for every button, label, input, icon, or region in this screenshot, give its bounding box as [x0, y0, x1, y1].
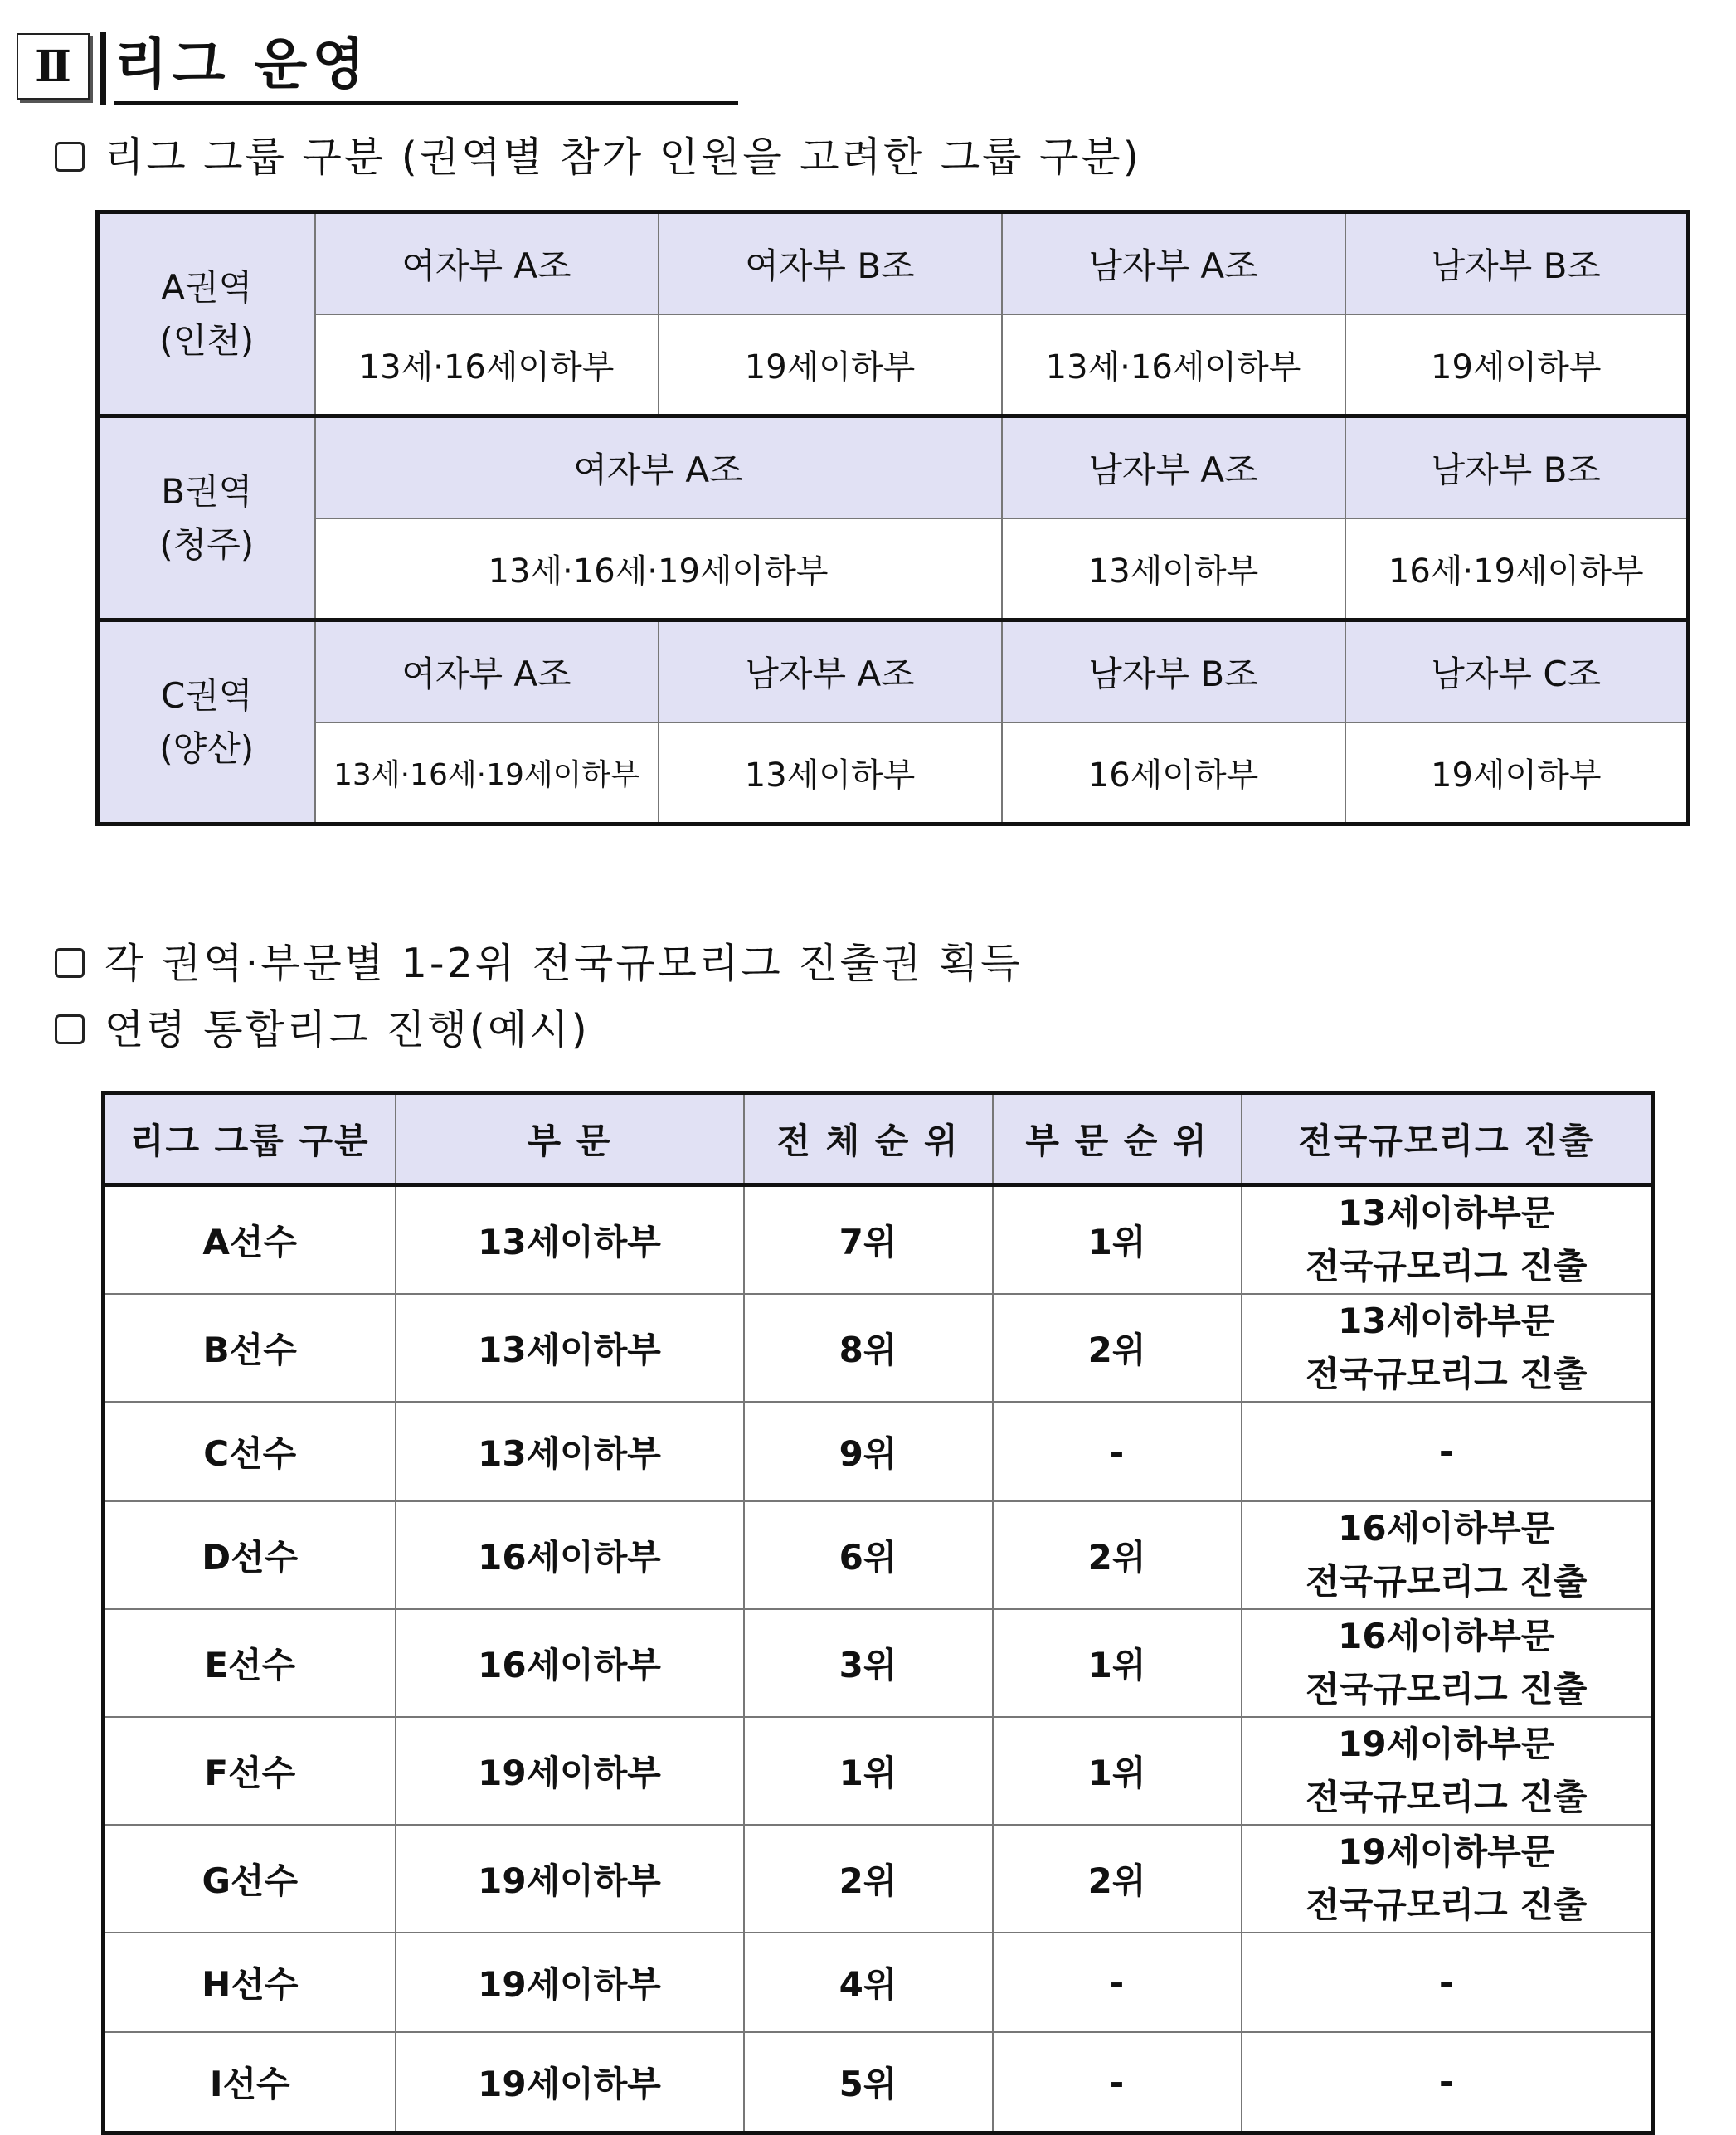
combined-league-example-table: [101, 1091, 1655, 2135]
national-advance-cell: [1242, 1609, 1653, 1717]
bullet-text: 리그 그룹 구분 (권역별 참가 인원을 고려한 그룹 구분): [105, 134, 1141, 181]
section-title: 리그 운영: [114, 32, 371, 96]
advance-line-1: 13세이하부문: [1338, 1301, 1555, 1341]
overall-rank-cell: 1위: [744, 1717, 993, 1825]
square-bullet-icon: [55, 1014, 85, 1044]
advance-line-2: 전국규모리그 진출: [1306, 1885, 1588, 1925]
group-label: 남자부 B조: [1345, 212, 1689, 314]
col-header-overall-rank: 전 체 순 위: [744, 1093, 993, 1185]
national-advance-cell: [1242, 1825, 1653, 1933]
table-row: [104, 1294, 1653, 1402]
group-age: 13세이하부: [1002, 518, 1345, 620]
table-row: [104, 1185, 1653, 1295]
group-age: 13세·16세·19세이하부: [315, 518, 1002, 620]
division-rank-cell: 1위: [993, 1185, 1242, 1295]
division-rank-cell: 2위: [993, 1501, 1242, 1609]
square-bullet-icon: [55, 948, 85, 978]
national-advance-cell: [1242, 1402, 1653, 1501]
national-advance-cell: [1242, 1501, 1653, 1609]
player-cell: I선수: [104, 2032, 396, 2133]
advance-line-2: 전국규모리그 진출: [1306, 1669, 1588, 1709]
player-cell: C선수: [104, 1402, 396, 1501]
overall-rank-cell: 4위: [744, 1933, 993, 2032]
division-cell: 13세이하부: [396, 1402, 744, 1501]
player-cell: D선수: [104, 1501, 396, 1609]
group-age: 19세이하부: [1345, 314, 1689, 416]
overall-rank-cell: 9위: [744, 1402, 993, 1501]
division-rank-cell: 2위: [993, 1825, 1242, 1933]
section-heading: [17, 25, 738, 108]
bullet-advance: [55, 939, 1023, 989]
division-cell: 19세이하부: [396, 2032, 744, 2133]
table-row: [104, 1717, 1653, 1825]
overall-rank-cell: 6위: [744, 1501, 993, 1609]
advance-line-2: 전국규모리그 진출: [1306, 1561, 1588, 1602]
player-cell: B선수: [104, 1294, 396, 1402]
group-age: 13세·16세이하부: [1002, 314, 1345, 416]
advance-line-1: 19세이하부문: [1338, 1724, 1555, 1764]
region-name: A권역: [161, 266, 253, 308]
group-age: 19세이하부: [659, 314, 1002, 416]
advance-line-1: -: [1439, 2061, 1454, 2102]
region-name: B권역: [161, 470, 253, 512]
region-a-age-row: [98, 314, 1689, 416]
player-cell: A선수: [104, 1185, 396, 1295]
player-cell: G선수: [104, 1825, 396, 1933]
heading-bar: [100, 32, 106, 105]
division-rank-cell: 1위: [993, 1717, 1242, 1825]
national-advance-cell: [1242, 2032, 1653, 2133]
player-cell: F선수: [104, 1717, 396, 1825]
division-rank-cell: -: [993, 1933, 1242, 2032]
group-age: 16세이하부: [1002, 722, 1345, 824]
heading-underline: [114, 101, 738, 105]
player-cell: H선수: [104, 1933, 396, 2032]
advance-line-2: 전국규모리그 진출: [1306, 1354, 1588, 1394]
col-header-division-rank: 부 문 순 위: [993, 1093, 1242, 1185]
division-cell: 19세이하부: [396, 1825, 744, 1933]
table-row: [104, 1933, 1653, 2032]
division-cell: 13세이하부: [396, 1294, 744, 1402]
group-label: 여자부 A조: [315, 620, 659, 722]
region-b-age-row: [98, 518, 1689, 620]
division-cell: 16세이하부: [396, 1609, 744, 1717]
table-row: [104, 1825, 1653, 1933]
league-group-table: [95, 210, 1690, 826]
overall-rank-cell: 8위: [744, 1294, 993, 1402]
region-name: C권역: [161, 674, 253, 716]
advance-line-1: 19세이하부문: [1338, 1831, 1555, 1872]
table-row: [104, 1402, 1653, 1501]
region-city: (양산): [159, 727, 255, 769]
division-cell: 19세이하부: [396, 1717, 744, 1825]
group-label: 남자부 C조: [1345, 620, 1689, 722]
group-label: 남자부 B조: [1345, 416, 1689, 518]
table-row: [104, 1501, 1653, 1609]
region-c-age-row: [98, 722, 1689, 824]
group-age: 13세이하부: [659, 722, 1002, 824]
group-label: 남자부 A조: [1002, 416, 1345, 518]
square-bullet-icon: [55, 142, 85, 172]
advance-line-1: -: [1439, 1431, 1454, 1471]
advance-line-2: 전국규모리그 진출: [1306, 1777, 1588, 1817]
region-city: (인천): [159, 319, 255, 361]
col-header-national-advance: 전국규모리그 진출: [1242, 1093, 1653, 1185]
col-header-division: 부 문: [396, 1093, 744, 1185]
region-a-cell: [98, 212, 315, 416]
group-label: 남자부 B조: [1002, 620, 1345, 722]
region-c-group-row: [98, 620, 1689, 722]
group-label: 남자부 A조: [659, 620, 1002, 722]
division-cell: 16세이하부: [396, 1501, 744, 1609]
bullet-group-division: [55, 133, 1141, 182]
region-b-cell: [98, 416, 315, 620]
division-rank-cell: 2위: [993, 1294, 1242, 1402]
table-row: [104, 2032, 1653, 2133]
overall-rank-cell: 7위: [744, 1185, 993, 1295]
group-age: 19세이하부: [1345, 722, 1689, 824]
bullet-combined: [55, 1005, 590, 1055]
col-header-group: 리그 그룹 구분: [104, 1093, 396, 1185]
table-row: [104, 1609, 1653, 1717]
player-cell: E선수: [104, 1609, 396, 1717]
bullet-text: 연령 통합리그 진행(예시): [105, 1006, 590, 1053]
group-age: 16세·19세이하부: [1345, 518, 1689, 620]
group-age: 13세·16세·19세이하부: [315, 722, 659, 824]
example-header-row: [104, 1093, 1653, 1185]
bullet-text: 각 권역·부문별 1-2위 전국규모리그 진출권 획득: [105, 940, 1023, 987]
division-rank-cell: -: [993, 2032, 1242, 2133]
division-rank-cell: -: [993, 1402, 1242, 1501]
group-label: 여자부 B조: [659, 212, 1002, 314]
section-number: Ⅱ: [17, 33, 90, 100]
advance-line-1: 13세이하부문: [1338, 1193, 1555, 1233]
group-label: 여자부 A조: [315, 212, 659, 314]
national-advance-cell: [1242, 1294, 1653, 1402]
advance-line-1: 16세이하부문: [1338, 1508, 1555, 1549]
group-age: 13세·16세이하부: [315, 314, 659, 416]
region-a-group-row: [98, 212, 1689, 314]
division-rank-cell: 1위: [993, 1609, 1242, 1717]
advance-line-1: -: [1439, 1962, 1454, 2002]
group-label: 여자부 A조: [315, 416, 1002, 518]
national-advance-cell: [1242, 1717, 1653, 1825]
overall-rank-cell: 5위: [744, 2032, 993, 2133]
region-city: (청주): [159, 523, 255, 565]
region-b-group-row: [98, 416, 1689, 518]
overall-rank-cell: 3위: [744, 1609, 993, 1717]
division-cell: 19세이하부: [396, 1933, 744, 2032]
advance-line-1: 16세이하부문: [1338, 1616, 1555, 1656]
division-cell: 13세이하부: [396, 1185, 744, 1295]
national-advance-cell: [1242, 1933, 1653, 2032]
region-c-cell: [98, 620, 315, 824]
national-advance-cell: [1242, 1185, 1653, 1295]
overall-rank-cell: 2위: [744, 1825, 993, 1933]
group-label: 남자부 A조: [1002, 212, 1345, 314]
advance-line-2: 전국규모리그 진출: [1306, 1246, 1588, 1286]
